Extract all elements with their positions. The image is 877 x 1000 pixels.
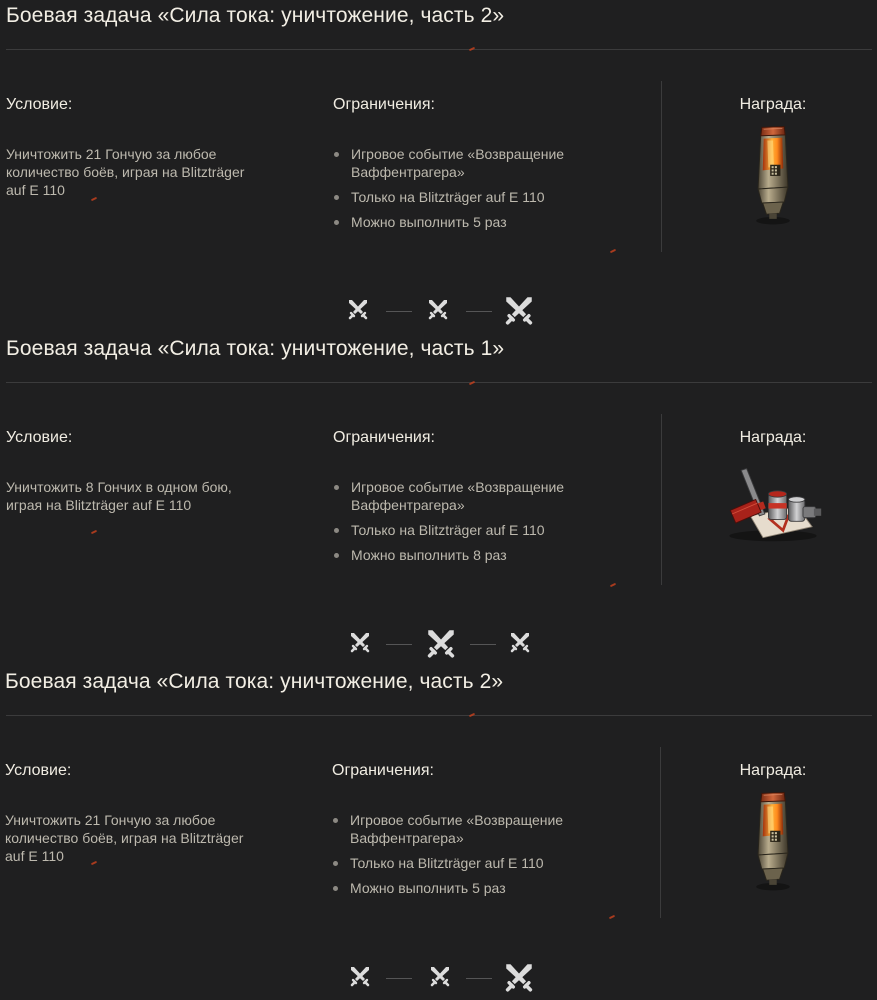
swords-active-icon bbox=[502, 293, 536, 327]
title-divider bbox=[6, 49, 872, 50]
reward-section bbox=[700, 761, 846, 893]
mission-card bbox=[0, 333, 877, 665]
mission-card bbox=[0, 666, 877, 998]
restriction-item: Только на Blitzträger auf E 110 bbox=[333, 521, 601, 539]
column-divider bbox=[660, 747, 661, 918]
restriction-item: Игровое событие «Возвращение Ваффентрагера» bbox=[333, 145, 601, 181]
paint-kit-icon[interactable] bbox=[723, 462, 823, 546]
divider-dash bbox=[386, 644, 412, 645]
condition-text: Уничтожить 8 Гончих в одном бою, играя на Blitzträger auf E 110 bbox=[6, 479, 232, 513]
mission-card bbox=[0, 0, 877, 332]
restriction-item: Можно выполнить 5 раз bbox=[332, 879, 600, 897]
restrictions-list bbox=[332, 811, 652, 897]
restrictions-list bbox=[333, 145, 653, 231]
condition-label: Условие: bbox=[6, 96, 73, 113]
column-divider bbox=[661, 81, 662, 252]
condition-section bbox=[5, 761, 305, 865]
restriction-item: Можно выполнить 8 раз bbox=[333, 546, 601, 564]
restrictions-section bbox=[333, 95, 653, 238]
restriction-item: Можно выполнить 5 раз bbox=[333, 213, 601, 231]
battery-icon[interactable] bbox=[745, 789, 801, 893]
swords-icon bbox=[428, 964, 452, 988]
reward-label: Награда: bbox=[739, 762, 807, 779]
swords-icon bbox=[348, 964, 372, 988]
divider-dash bbox=[466, 978, 492, 979]
mission-title: Боевая задача «Сила тока: уничтожение, часть 2» bbox=[6, 4, 505, 27]
condition-label: Условие: bbox=[5, 762, 72, 779]
condition-section bbox=[6, 95, 306, 199]
restriction-item: Только на Blitzträger auf E 110 bbox=[333, 188, 601, 206]
swords-icon bbox=[508, 630, 532, 654]
title-divider bbox=[6, 715, 872, 716]
restriction-item: Игровое событие «Возвращение Ваффентрагера» bbox=[332, 811, 600, 847]
title-divider bbox=[6, 382, 872, 383]
column-divider bbox=[661, 414, 662, 585]
difficulty-indicator bbox=[340, 626, 540, 662]
reward-label: Награда: bbox=[739, 96, 807, 113]
condition-text: Уничтожить 21 Гончую за любое количество боёв, играя на Blitzträger auf E 110 bbox=[5, 812, 244, 864]
mission-title: Боевая задача «Сила тока: уничтожение, часть 2» bbox=[5, 670, 504, 693]
battery-icon[interactable] bbox=[745, 123, 801, 227]
restrictions-section bbox=[332, 761, 652, 904]
reward-label: Награда: bbox=[739, 429, 807, 446]
restrictions-label: Ограничения: bbox=[333, 96, 435, 113]
divider-dash bbox=[386, 978, 412, 979]
divider-dash bbox=[466, 311, 492, 312]
restrictions-label: Ограничения: bbox=[333, 429, 435, 446]
swords-active-icon bbox=[424, 626, 458, 660]
restrictions-section bbox=[333, 428, 653, 571]
swords-icon bbox=[426, 297, 450, 321]
swords-icon bbox=[346, 297, 370, 321]
swords-active-icon bbox=[502, 960, 536, 994]
restrictions-list bbox=[333, 478, 653, 564]
restrictions-label: Ограничения: bbox=[332, 762, 434, 779]
mission-title: Боевая задача «Сила тока: уничтожение, часть 1» bbox=[6, 337, 505, 360]
restriction-item: Только на Blitzträger auf E 110 bbox=[332, 854, 600, 872]
reward-section bbox=[700, 428, 846, 546]
restriction-item: Игровое событие «Возвращение Ваффентрагера» bbox=[333, 478, 601, 514]
condition-text: Уничтожить 21 Гончую за любое количество боёв, играя на Blitzträger auf E 110 bbox=[6, 146, 245, 198]
condition-label: Условие: bbox=[6, 429, 73, 446]
difficulty-indicator bbox=[340, 960, 540, 996]
divider-dash bbox=[470, 644, 496, 645]
reward-section bbox=[700, 95, 846, 227]
swords-icon bbox=[348, 630, 372, 654]
condition-section bbox=[6, 428, 306, 514]
difficulty-indicator bbox=[340, 293, 540, 329]
divider-dash bbox=[386, 311, 412, 312]
